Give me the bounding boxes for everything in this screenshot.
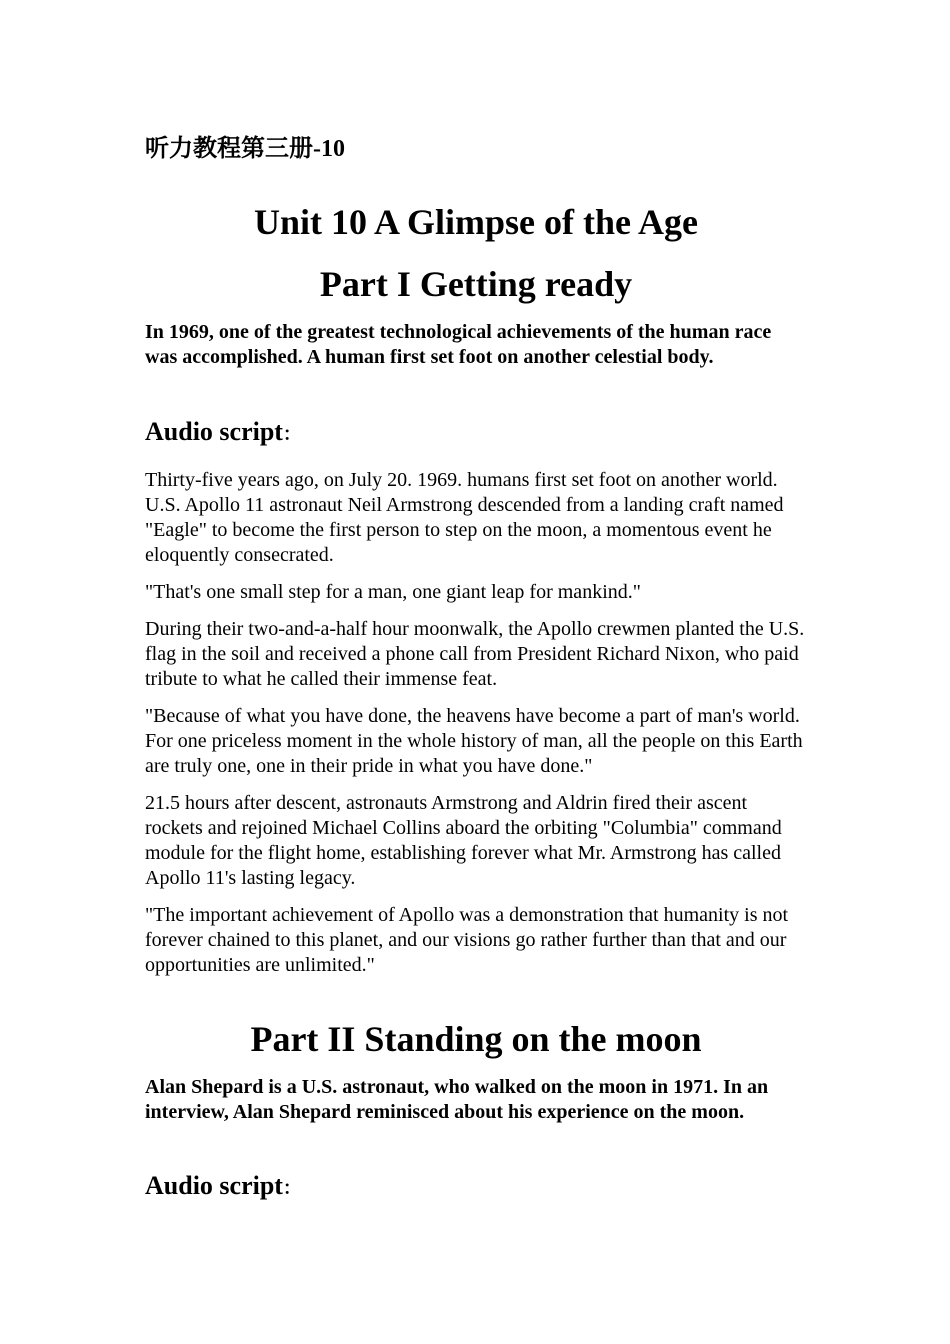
part1-script-heading (145, 416, 301, 450)
script-paragraph: During their two-and-a-half hour moonwalk, the Apollo crewmen planted the U.S. flag in the soil and received a phone call from President Richard Nixon, who paid tribute to what he called their immense feat. (145, 618, 805, 690)
part1-script-label: Audio script (145, 417, 283, 446)
part1-intro: In 1969, one of the greatest technological achievements of the human race was accomplished. A human first set foot on another celestial body. (145, 321, 772, 368)
part2-script-heading (145, 1170, 301, 1204)
part1-audio-script (145, 468, 807, 990)
part2-script-label: Audio script (145, 1171, 283, 1200)
part1-script-colon: ： (282, 424, 301, 444)
part1-title: Part I Getting ready (319, 264, 633, 304)
script-paragraph: 21.5 hours after descent, astronauts Armstrong and Aldrin fired their ascent rockets and rejoined Michael Collins aboard the orbiting "Columbia" command module for the flight home, establishing forever what Mr. Armstrong has called Apollo 11's lasting legacy. (145, 792, 782, 889)
script-paragraph: "The important achievement of Apollo was a demonstration that humanity is not forever chained to this planet, and our visions go rather further than that and our opportunities are unlimited." (145, 904, 789, 976)
script-paragraph: "Because of what you have done, the heavens have become a part of man's world. For one priceless moment in the whole history of man, all the people on this Earth are truly one, one in their pride in what you have done." (145, 705, 803, 777)
script-paragraph: Thirty-five years ago, on July 20. 1969. humans first set foot on another world. U.S. Apollo 11 astronaut Neil Armstrong descended from a landing craft named "Eagle" to become the first person to step on the moon, a momentous event he eloquently consecrated. (145, 469, 784, 566)
document-header: 听力教程第三册-10 (145, 136, 345, 162)
part2-intro: Alan Shepard is a U.S. astronaut, who walked on the moon in 1971. In an interview, Alan Shepard reminisced about his experience on the moon. (145, 1076, 769, 1123)
script-paragraph: "That's one small step for a man, one giant leap for mankind." (145, 581, 641, 603)
part2-title: Part II Standing on the moon (250, 1019, 702, 1059)
unit-title: Unit 10 A Glimpse of the Age (253, 202, 698, 242)
part2-script-colon: ： (282, 1178, 301, 1198)
